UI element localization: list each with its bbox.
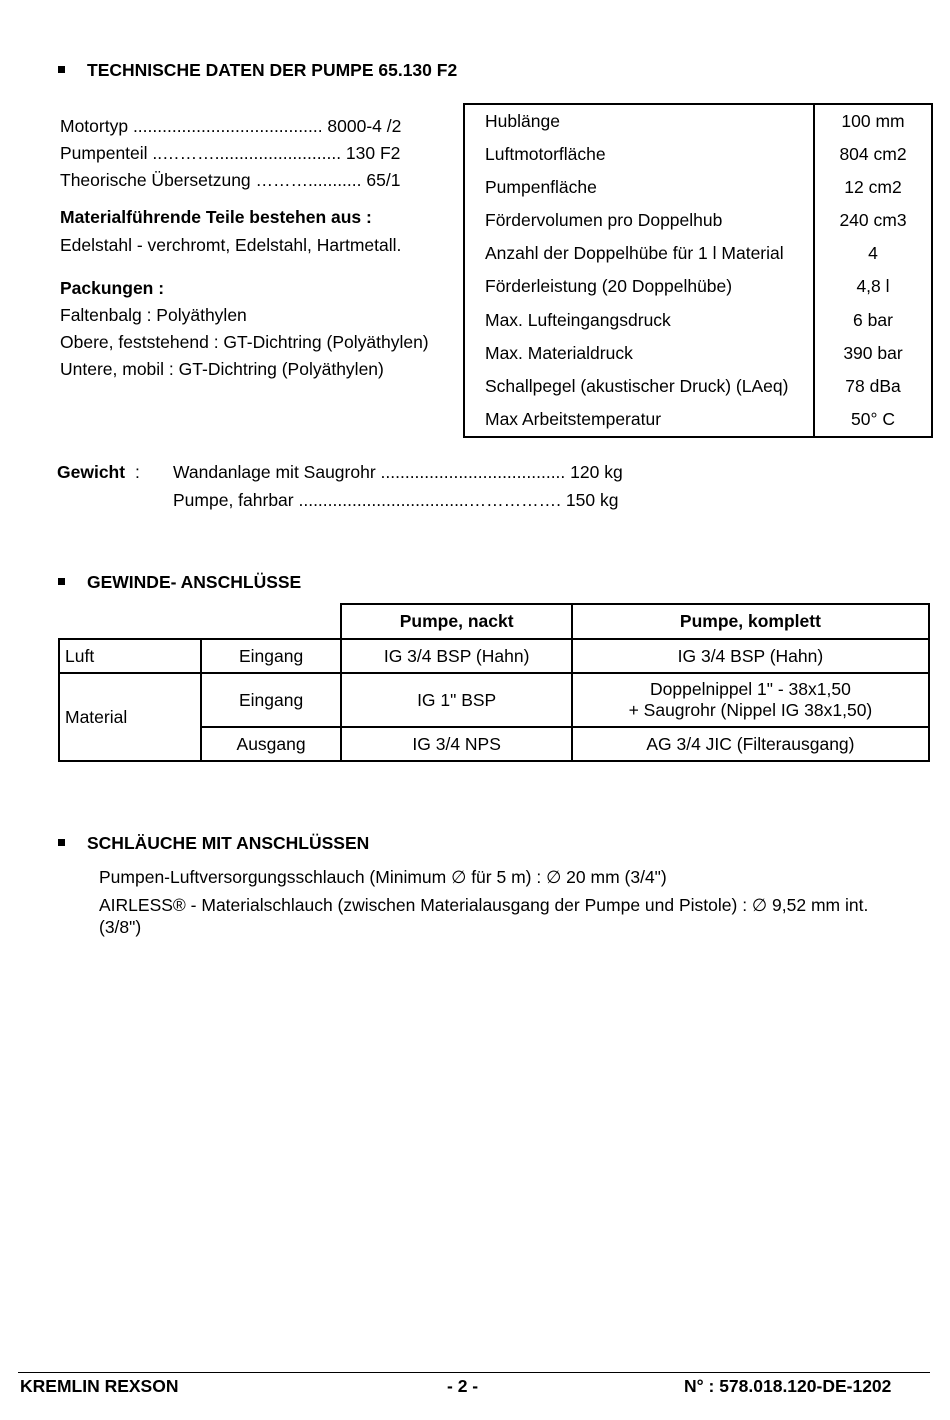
material-in-nackt: IG 1" BSP — [341, 673, 571, 727]
gewicht-colon: : — [135, 462, 140, 482]
section-title-schlaeuche — [58, 833, 369, 854]
packung-obere: Obere, feststehend : GT-Dichtring (Polyäthylen) — [60, 332, 429, 352]
table-blank-cell — [59, 604, 201, 639]
tech-row — [464, 171, 932, 204]
tech-value: 100 mm — [814, 104, 932, 138]
tech-value: 78 dBa — [814, 370, 932, 403]
tech-label: Förderleistung (20 Doppelhübe) — [485, 276, 733, 297]
tech-value: 4,8 l — [814, 270, 932, 303]
footer-page-number: - 2 - — [447, 1376, 479, 1396]
table-blank-cell — [201, 604, 342, 639]
tech-row — [464, 138, 932, 171]
bullet-icon — [58, 66, 65, 73]
luft-type: Eingang — [201, 639, 342, 673]
tech-value: 50° C — [814, 403, 932, 437]
bullet-icon — [58, 839, 65, 846]
header-pumpe-nackt: Pumpe, nackt — [341, 604, 571, 639]
tech-row — [464, 370, 932, 403]
section-title-text: SCHLÄUCHE MIT ANSCHLÜSSEN — [87, 833, 370, 853]
material-out-type: Ausgang — [201, 727, 342, 761]
material-text: Edelstahl - verchromt, Edelstahl, Hartmetall. — [60, 235, 402, 255]
material-out-nackt: IG 3/4 NPS — [341, 727, 571, 761]
tech-row — [464, 204, 932, 237]
spec-pumpenteil: Pumpenteil ..……….......................... 130 F2 — [60, 143, 401, 163]
tech-row — [464, 104, 932, 138]
luft-nackt: IG 3/4 BSP (Hahn) — [341, 639, 571, 673]
row-label-luft: Luft — [59, 639, 201, 673]
schlauch-airless: AIRLESS® - Materialschlauch (zwischen Materialausgang der Pumpe und Pistole) : ∅ 9,52 mm int. — [99, 895, 869, 915]
footer-company: KREMLIN REXSON — [20, 1376, 179, 1396]
material-in-komplett — [572, 673, 929, 727]
tech-label: Hublänge — [485, 111, 560, 132]
section-title-gewinde — [58, 572, 301, 593]
schlauch-luftversorgung: Pumpen-Luftversorgungsschlauch (Minimum ∅ für 5 m) : ∅ 20 mm (3/4") — [99, 867, 667, 887]
tech-value: 390 bar — [814, 337, 932, 370]
section-title-technische-daten — [58, 60, 457, 81]
bullet-icon — [58, 578, 65, 585]
gewicht-label: Gewicht — [57, 462, 126, 482]
tech-row — [464, 304, 932, 337]
footer-divider — [18, 1372, 930, 1373]
packungen-heading: Packungen : — [60, 278, 165, 298]
tech-label: Schallpegel (akustischer Druck) (LAeq) — [485, 375, 789, 396]
tech-label: Fördervolumen pro Doppelhub — [485, 210, 723, 231]
material-in-type: Eingang — [201, 673, 342, 727]
section-title-text: GEWINDE- ANSCHLÜSSE — [87, 572, 302, 592]
packung-faltenbalg: Faltenbalg : Polyäthylen — [60, 305, 247, 325]
packung-untere: Untere, mobil : GT-Dichtring (Polyäthylen) — [60, 359, 384, 379]
tech-label: Max Arbeitstemperatur — [485, 408, 662, 429]
material-in-komplett-line1: Doppelnippel 1" - 38x1,50 — [650, 679, 851, 699]
section-title-text: TECHNISCHE DATEN DER PUMPE 65.130 F2 — [87, 60, 458, 80]
gewicht-fahrbar: Pumpe, fahrbar ...................................……………. 150 kg — [173, 490, 619, 510]
tech-value: 4 — [814, 237, 932, 270]
spec-uebersetzung: Theorische Übersetzung ………........... 65/1 — [60, 170, 401, 190]
spec-motortyp: Motortyp ....................................... 8000-4 /2 — [60, 116, 402, 136]
tech-label: Max. Lufteingangsdruck — [485, 309, 671, 330]
material-heading: Materialführende Teile bestehen aus : — [60, 207, 372, 227]
tech-row — [464, 237, 932, 270]
tech-value: 240 cm3 — [814, 204, 932, 237]
tech-label: Luftmotorfläche — [485, 144, 606, 165]
thread-connections-table — [58, 603, 930, 762]
material-in-komplett-line2: + Saugrohr (Nippel IG 38x1,50) — [628, 700, 873, 720]
tech-row — [464, 270, 932, 303]
header-pumpe-komplett: Pumpe, komplett — [572, 604, 929, 639]
tech-label: Pumpenfläche — [485, 177, 597, 198]
tech-row — [464, 337, 932, 370]
material-out-komplett: AG 3/4 JIC (Filterausgang) — [572, 727, 929, 761]
tech-value: 6 bar — [814, 304, 932, 337]
luft-komplett: IG 3/4 BSP (Hahn) — [572, 639, 929, 673]
tech-label: Anzahl der Doppelhübe für 1 l Material — [485, 243, 784, 264]
footer-doc-number: N° : 578.018.120-DE-1202 — [684, 1376, 892, 1396]
tech-value: 12 cm2 — [814, 171, 932, 204]
tech-row — [464, 403, 932, 437]
gewicht-wandanlage: Wandanlage mit Saugrohr ...................................... 120 kg — [173, 462, 623, 482]
row-label-material: Material — [59, 673, 201, 761]
tech-label: Max. Materialdruck — [485, 342, 633, 363]
tech-data-table — [463, 103, 933, 438]
tech-value: 804 cm2 — [814, 138, 932, 171]
schlauch-airless-cont: (3/8") — [99, 917, 142, 937]
